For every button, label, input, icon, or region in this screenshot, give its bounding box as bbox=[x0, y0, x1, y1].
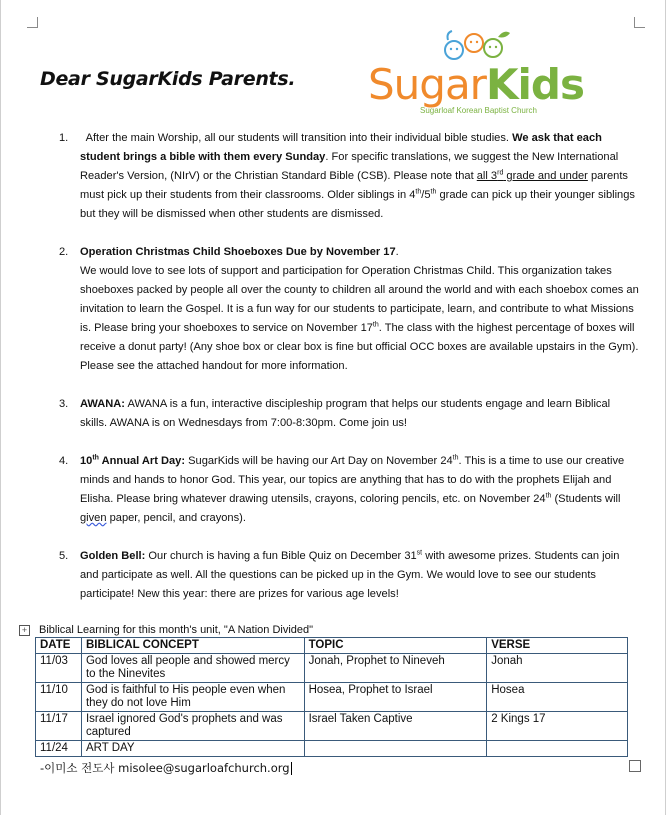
text-run: Annual Art Day: bbox=[98, 455, 186, 467]
text-cursor bbox=[291, 762, 292, 775]
superscript: th bbox=[415, 188, 422, 196]
text-run: paper, pencil, and crayons). bbox=[106, 512, 246, 524]
table-caption: Biblical Learning for this month's unit, "A Nation Divided" bbox=[39, 624, 314, 636]
table-cell[interactable]: Israel ignored God's prophets and was captured bbox=[81, 712, 304, 741]
item-text bbox=[80, 129, 639, 224]
column-header: DATE bbox=[36, 638, 82, 654]
text-run: . For specific translations, we suggest the New International Reader's Version, (NIrV) or the Christian Standard Bible (CSB). Please note that bbox=[80, 151, 619, 182]
signature-line[interactable] bbox=[40, 760, 292, 776]
superscript: th bbox=[452, 454, 459, 462]
item-text bbox=[80, 547, 639, 604]
table-cell[interactable]: 11/10 bbox=[36, 683, 82, 712]
text-run: SugarKids will be having our Art Day on November 24 bbox=[185, 455, 453, 467]
logo-word-kids: Kids bbox=[485, 60, 584, 109]
item-heading: AWANA: bbox=[80, 398, 125, 410]
grammar-flagged-word[interactable]: given bbox=[80, 512, 107, 524]
item-text bbox=[80, 395, 639, 433]
list-number: 4. bbox=[59, 455, 69, 467]
list-item bbox=[59, 243, 639, 376]
list-item bbox=[59, 129, 639, 224]
text-run: Our church is having a fun Bible Quiz on December 31 bbox=[145, 550, 417, 562]
underlined-text bbox=[477, 170, 588, 182]
superscript: th bbox=[372, 321, 379, 329]
margin-corner-mark bbox=[634, 17, 645, 28]
table-row bbox=[36, 683, 628, 712]
table-cell[interactable]: God loves all people and showed mercy to the Ninevites bbox=[81, 654, 304, 683]
item-heading: Golden Bell: bbox=[80, 550, 146, 562]
text-run: 10 bbox=[80, 455, 93, 467]
table-cell[interactable]: God is faithful to His people even when they do not love Him bbox=[81, 683, 304, 712]
text-run: AWANA is a fun, interactive discipleship program that helps our students engage and learn Biblical skills. AWANA is on Wednesdays from 7:00-8:30pm. Come join us! bbox=[80, 398, 611, 429]
table-resize-handle-icon[interactable] bbox=[629, 760, 641, 772]
logo-wordmark bbox=[368, 60, 584, 109]
text-run: parents must pick up their students from their classrooms. Older siblings in 4 bbox=[80, 170, 628, 201]
list-item bbox=[59, 395, 639, 433]
table-header-row bbox=[36, 638, 628, 654]
curriculum-table bbox=[35, 637, 628, 757]
list-number: 2. bbox=[59, 246, 69, 258]
table-cell[interactable]: 2 Kings 17 bbox=[487, 712, 628, 741]
text-run: grade and under bbox=[503, 170, 588, 182]
list-item bbox=[59, 547, 639, 604]
superscript: rd bbox=[497, 169, 504, 177]
sugarkids-logo bbox=[368, 28, 584, 118]
superscript: th bbox=[430, 188, 437, 196]
text-run: . This is a time to use our creative minds and hands to honor God. This year, our topics are anything that has to do with the prophets Elijah and Elisha. Please bring whatever drawing utensils, crayons, coloring pencils, etc. on November 24 bbox=[80, 455, 625, 505]
table-cell[interactable] bbox=[487, 741, 628, 757]
table-cell[interactable] bbox=[304, 741, 487, 757]
table-move-handle-icon[interactable]: + bbox=[19, 625, 30, 636]
table-row bbox=[36, 712, 628, 741]
table-cell[interactable]: Jonah bbox=[487, 654, 628, 683]
table-cell[interactable]: Jonah, Prophet to Nineveh bbox=[304, 654, 487, 683]
column-header: VERSE bbox=[487, 638, 628, 654]
item-heading bbox=[80, 455, 185, 467]
letter-greeting: Dear SugarKids Parents. bbox=[40, 68, 296, 90]
table-cell[interactable]: 11/03 bbox=[36, 654, 82, 683]
margin-corner-mark bbox=[27, 17, 38, 28]
text-run: We would love to see lots of support and participation for Operation Christmas Child. This organization takes shoeboxes packed by people all over the county to children all around the world and with each shoebox comes an invitation to learn the Gospel. It is a fun way for our students to participate, learn, and contribute to what Missions is. Please bring your shoeboxes to service on November 17 bbox=[80, 265, 639, 334]
list-number: 3. bbox=[59, 398, 69, 410]
text-run: . The class with the highest percentage of boxes will receive a donut party! (Any shoe box or clear box is fine but official OCC boxes are available upstairs in the Gym). Please see the attached handout for more information. bbox=[80, 322, 639, 372]
superscript: th bbox=[92, 454, 99, 462]
column-header: TOPIC bbox=[304, 638, 487, 654]
announcement-list bbox=[59, 129, 639, 623]
column-header: BIBLICAL CONCEPT bbox=[81, 638, 304, 654]
text-run: (Students will bbox=[551, 493, 621, 505]
superscript: th bbox=[545, 492, 552, 500]
text-run: with awesome prizes. Students can join and participate as well. All the questions can be picked up in the Gym. We would love to see our students participate! New this year: there are prizes for various age levels! bbox=[80, 550, 620, 600]
table-cell[interactable]: Israel Taken Captive bbox=[304, 712, 487, 741]
logo-word-sugar: Sugar bbox=[368, 60, 486, 109]
table-cell[interactable]: ART DAY bbox=[81, 741, 304, 757]
text-run: grade can pick up their younger siblings but they will be dismissed when other students are dismissed. bbox=[80, 189, 635, 220]
list-item bbox=[59, 452, 639, 528]
table-cell[interactable]: Hosea, Prophet to Israel bbox=[304, 683, 487, 712]
superscript: st bbox=[416, 549, 423, 557]
signature-text: -이미소 전도사 misolee@sugarloafchurch.org bbox=[40, 761, 290, 775]
table-row bbox=[36, 654, 628, 683]
bold-text: We ask that each student brings a bible with them every Sunday bbox=[80, 132, 602, 163]
list-number: 5. bbox=[59, 550, 69, 562]
item-text bbox=[80, 243, 639, 376]
text-run: . bbox=[395, 246, 399, 258]
table-cell[interactable]: 11/24 bbox=[36, 741, 82, 757]
text-run: all 3 bbox=[476, 170, 498, 182]
table-row bbox=[36, 741, 628, 757]
text-run: After the main Worship, all our students will transition into their individual bible studies. bbox=[85, 132, 509, 144]
text-run: /5 bbox=[421, 189, 431, 201]
table-cell[interactable]: 11/17 bbox=[36, 712, 82, 741]
logo-subtitle: Sugarloaf Korean Baptist Church bbox=[420, 106, 537, 115]
item-text bbox=[80, 452, 639, 528]
table-cell[interactable]: Hosea bbox=[487, 683, 628, 712]
item-heading: Operation Christmas Child Shoeboxes Due by November 17 bbox=[80, 246, 396, 258]
list-number: 1. bbox=[59, 132, 69, 144]
